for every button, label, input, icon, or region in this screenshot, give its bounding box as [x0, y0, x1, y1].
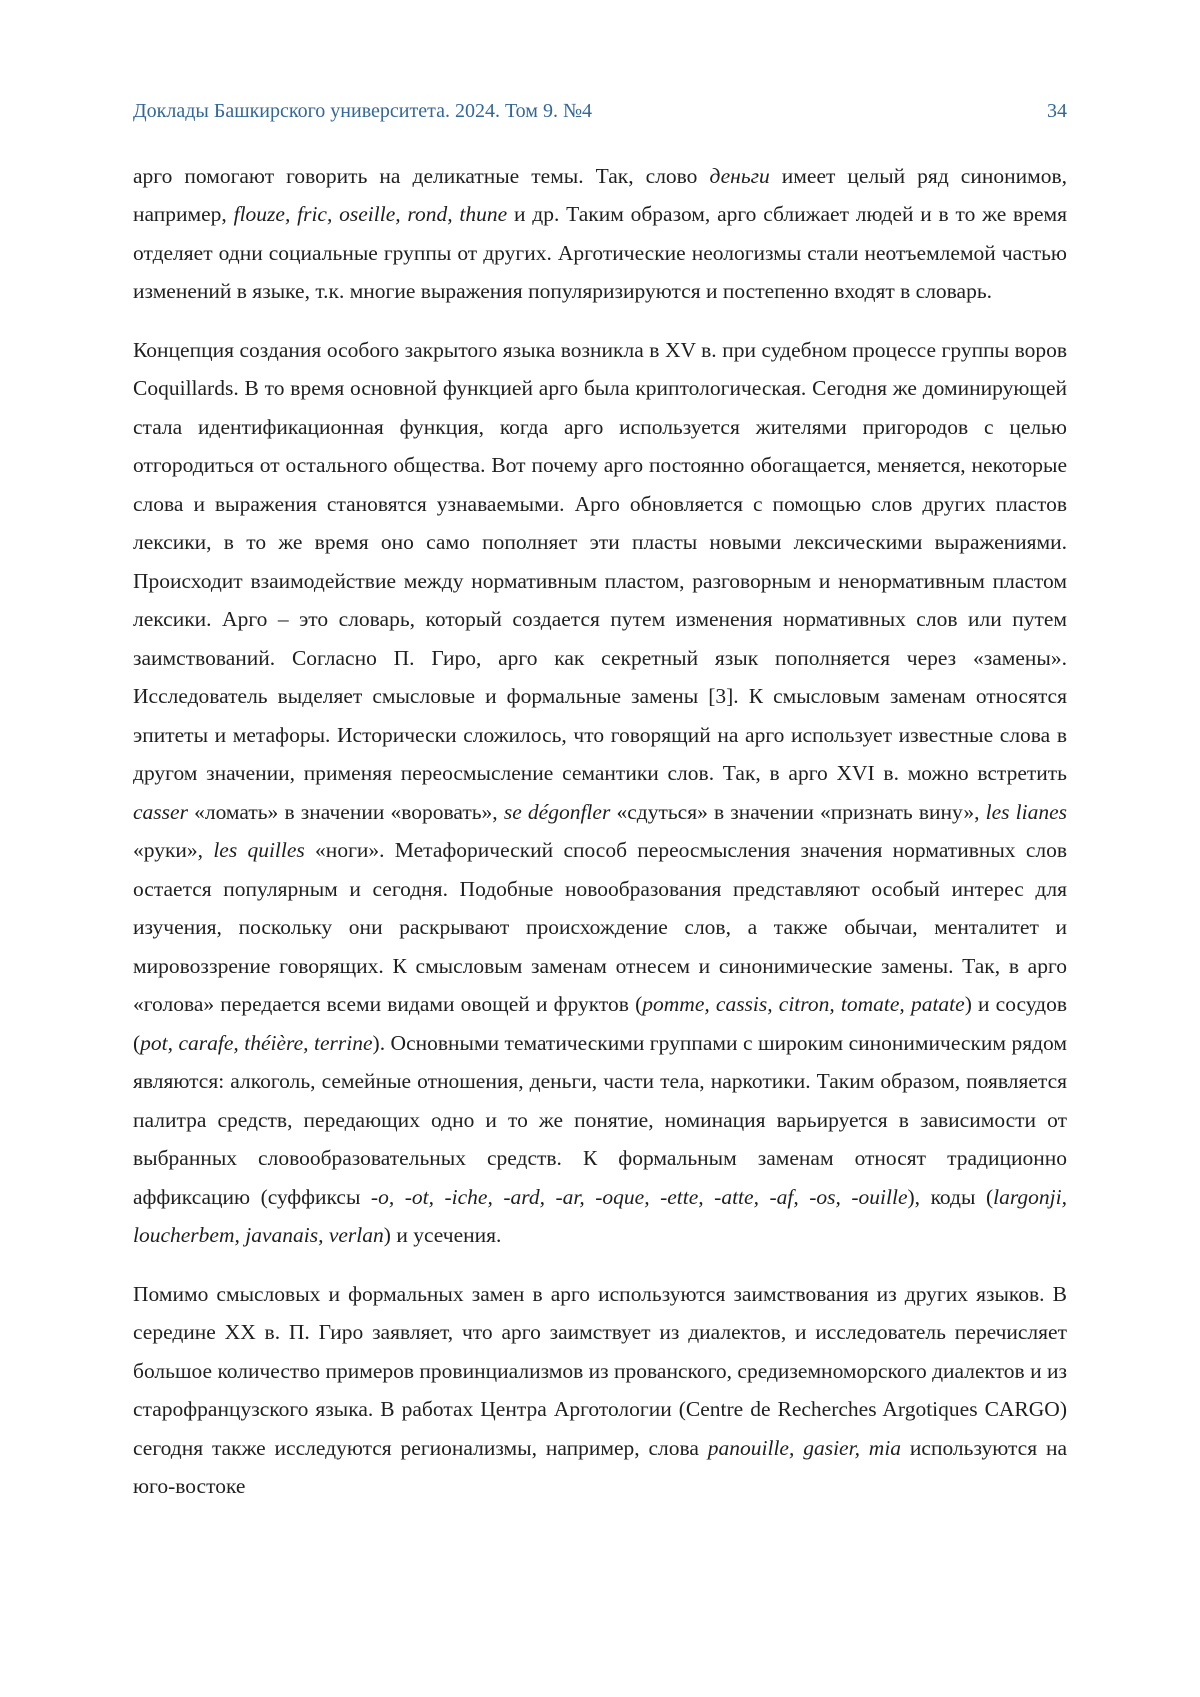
article-body — [133, 157, 1067, 1505]
paragraph-3: Помимо смысловых и формальных замен в арго используются заимствования из других языков. В середине XX в. П. Гиро заявляет, что арго заимствует из диалектов, и исследователь перечисляет большое количество примеров провинциализмов из прованского, средиземноморского диалектов и из старофранцузского языка. В работах Центра Арготологии (Centre de Recherches Argotiques CARGO) сегодня также исследуются регионализмы, например, слова panouille, gasier, mia используются на юго-востоке — [133, 1281, 1068, 1498]
paragraph-1: арго помогают говорить на деликатные темы. Так, слово деньги имеет целый ряд синонимов, например, flouze, fric, oseille, rond, thune и др. Таким образом, арго сближает людей и в то же время отделяет одни социальные группы от других. Арготические неологизмы стали неотъемлемой частью изменений в языке, т.к. многие выражения популяризируются и постепенно входят в словарь. — [133, 164, 1067, 304]
running-header — [133, 100, 1067, 123]
journal-header-text: Доклады Башкирского университета. 2024. Том 9. №4 — [133, 100, 593, 122]
page-number: 34 — [1047, 100, 1067, 122]
paragraph-2: Концепция создания особого закрытого языка возникла в XV в. при судебном процессе группы воров Coquillards. В то время основной функцией арго была криптологическая. Сегодня же доминирующей стала идентификационная функция, когда арго используется жителями пригородов с целью отгородиться от остального общества. Вот почему арго постоянно обогащается, меняется, некоторые слова и выражения становятся узнаваемыми. Арго обновляется с помощью слов других пластов лексики, в то же время оно само пополняет эти пласты новыми лексическими выражениями. Происходит взаимодействие между нормативным пластом, разговорным и ненормативным пластом лексики. Арго – это словарь, который создается путем изменения нормативных слов или путем заимствований. Согласно П. Гиро, арго как секретный язык пополняется через «замены». Исследователь выделяет смысловые и формальные замены [3]. К смысловым заменам относятся эпитеты и метафоры. Исторически сложилось, что говорящий на арго использует известные слова в другом значении, применяя переосмысление семантики слов. Так, в арго XVI в. можно встретить casser «ломать» в значении «воровать», se dégonfler «сдуться» в значении «признать вину», les lianes «руки», les quilles «ноги». Метафорический способ переосмысления значения нормативных слов остается популярным и сегодня. Подобные новообразования представляют особый интерес для изучения, поскольку они раскрывают происхождение слов, а также обычаи, менталитет и мировоззрение говорящих. К смысловым заменам отнесем и синонимические замены. Так, в арго «голова» передается всеми видами овощей и фруктов (pomme, cassis, citron, tomate, patate) и сосудов (pot, carafe, théière, terrine). Основными тематическими группами с широким синонимическим рядом являются: алкоголь, семейные отношения, деньги, части тела, наркотики. Таким образом, появляется палитра средств, передающих одно и то же понятие, номинация варьируется в зависимости от выбранных словообразовательных средств. К формальным заменам относят традиционно аффиксацию (суффиксы -o, -ot, -iche, -ard, -ar, -oque, -ette, -atte, -af, -os, -ouille), коды (largonji, loucherbem, javanais, verlan) и усечения. — [133, 337, 1068, 1248]
